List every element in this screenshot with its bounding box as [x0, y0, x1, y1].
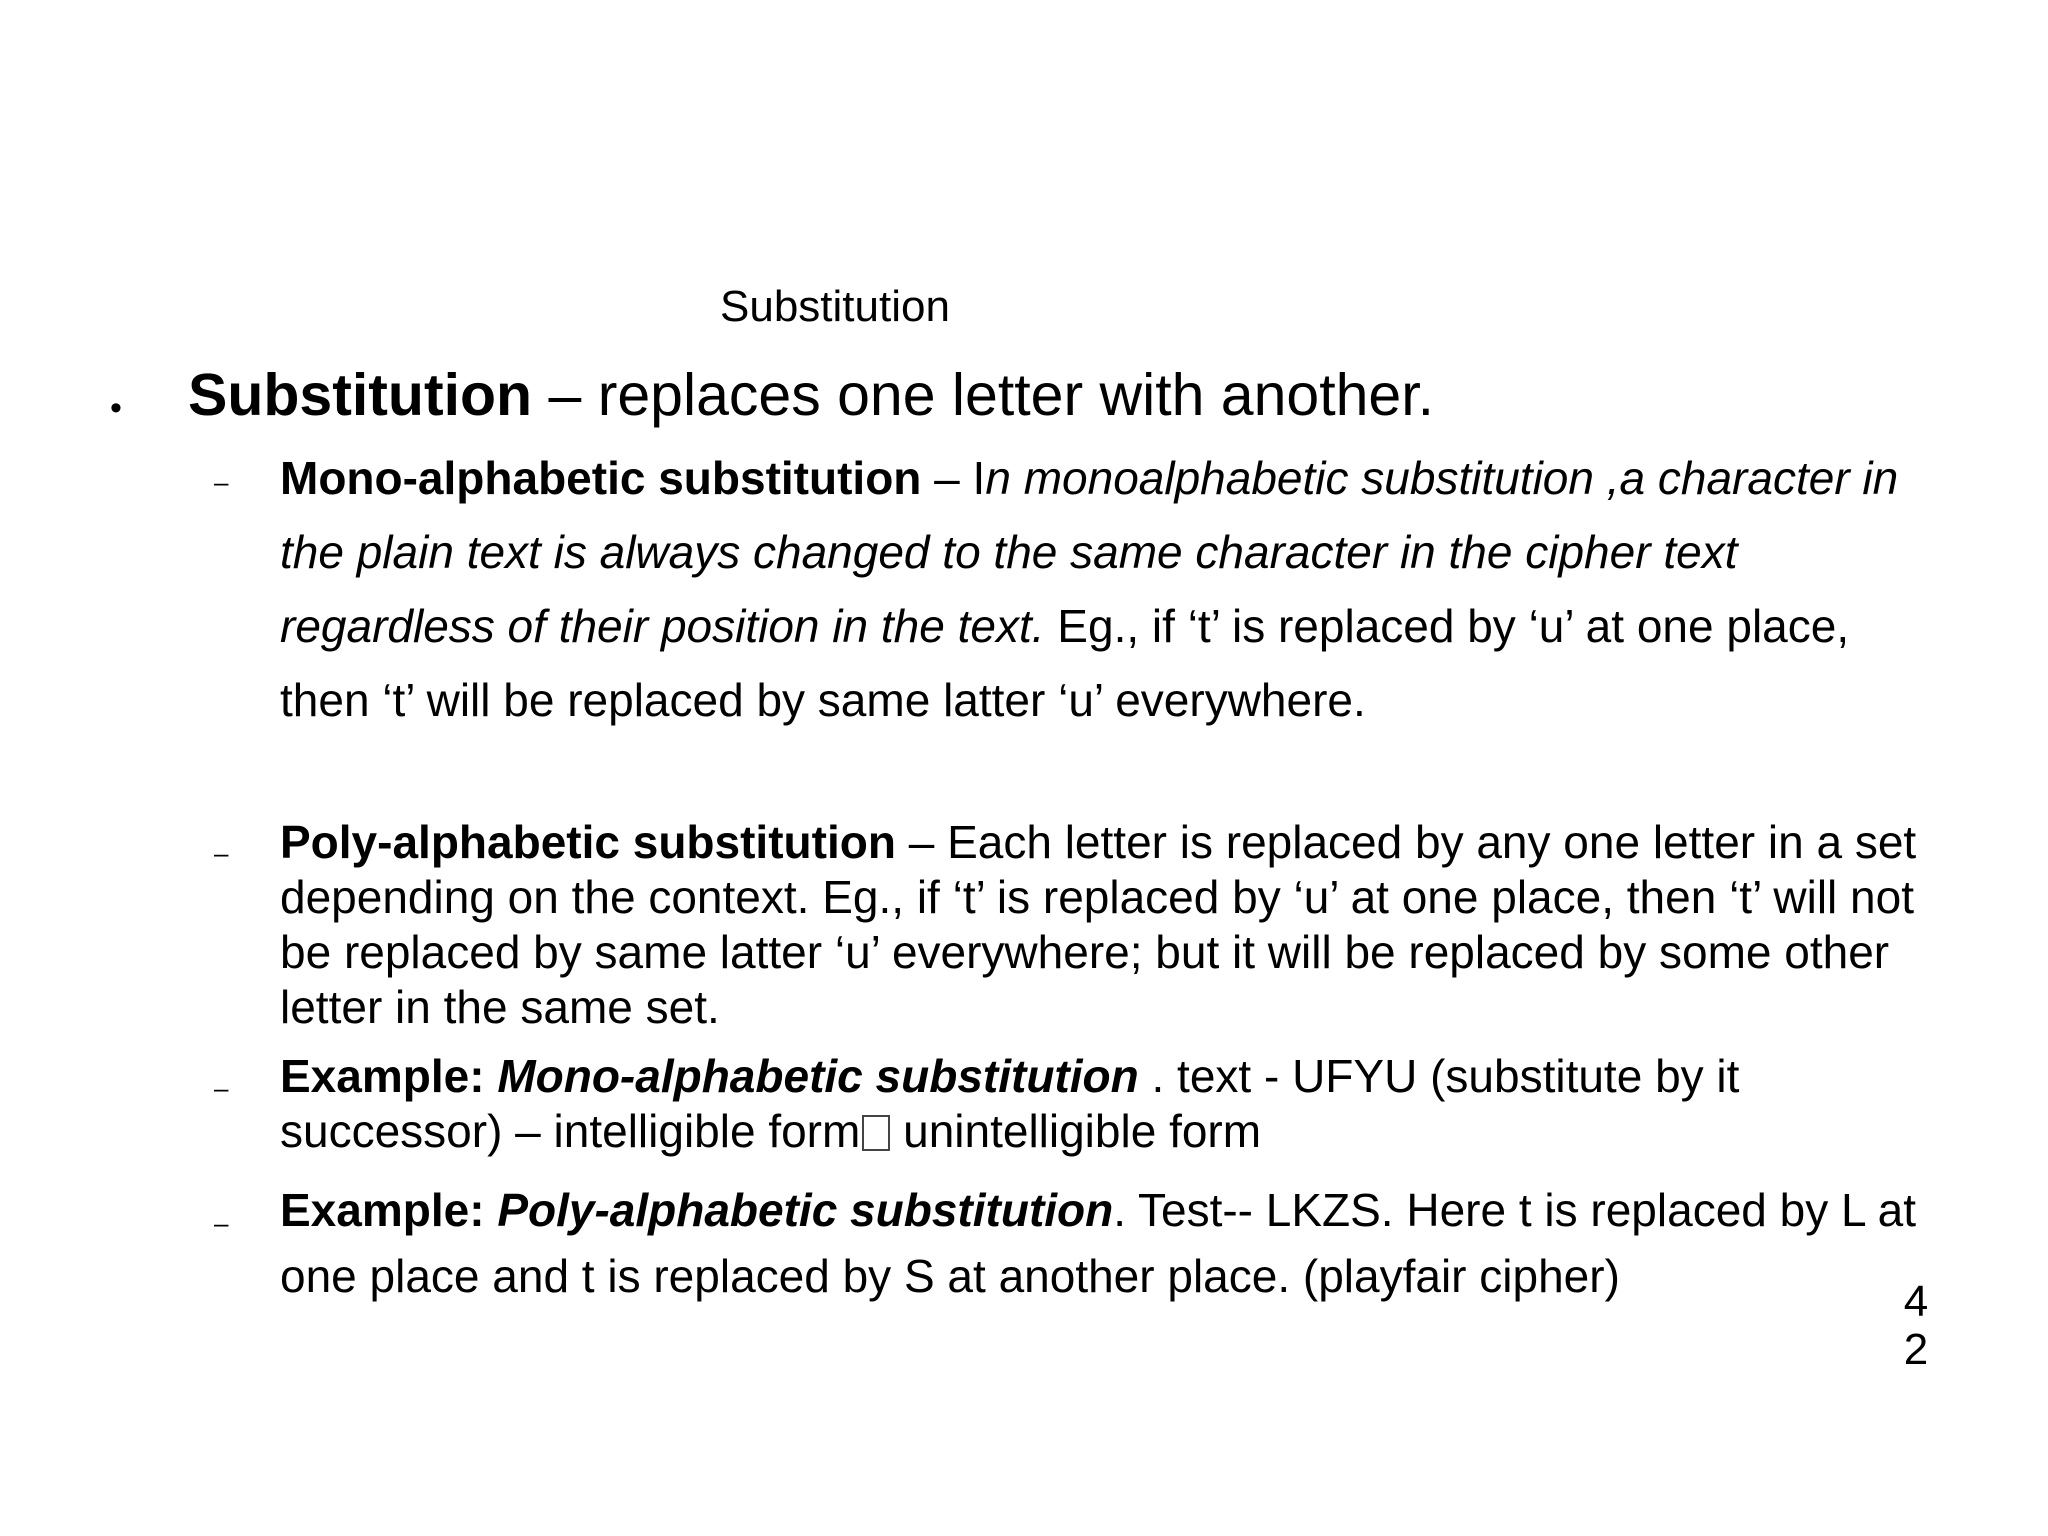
bullet-dot: •: [110, 389, 122, 427]
sub-item-example-poly: [280, 1177, 1920, 1309]
sub-item-italic-text: n monoalphabetic substitution ,a character in the plain text is always changed to the same character in the cipher text regardless of their position in the text.: [280, 452, 1899, 652]
example-text: . Test-- LKZS. Here t is replaced by L at one place and t is replaced by S at another place. (playfair cipher): [280, 1184, 1917, 1302]
example-label: Example:: [280, 1184, 498, 1236]
sub-item-separator: – I: [921, 452, 986, 504]
sub-item-poly-alphabetic: [280, 815, 1940, 1035]
missing-glyph-icon: [862, 1115, 890, 1151]
example-text-after-glyph: unintelligible form: [890, 1105, 1262, 1157]
main-bullet: [188, 358, 1948, 432]
sub-item-example-mono: [280, 1049, 1940, 1159]
sub-bullet-dash: –: [214, 467, 229, 497]
sub-item-text: Eg., if ‘t’ is replaced by ‘u’ at one place, then ‘t’ will be replaced by same latter ‘u’ everywhere.: [280, 600, 1850, 726]
sub-bullet-dash: –: [214, 1073, 229, 1103]
page-number: [1896, 1278, 1936, 1374]
page-number-digit: 4: [1903, 1277, 1929, 1326]
example-term: Mono-alphabetic substitution: [497, 1050, 1139, 1102]
main-bullet-text: – replaces one letter with another.: [532, 362, 1435, 428]
main-bullet-term: Substitution: [188, 362, 533, 428]
example-label: Example:: [280, 1050, 498, 1102]
sub-item-mono-alphabetic: [280, 441, 1940, 737]
sub-item-text: – Each letter is replaced by any one letter in a set depending on the context. Eg., if ‘t’ is replaced by ‘u’ at one place, then ‘t’ will not be replaced by same latter ‘u’ everywhere; but it will be replaced by some other letter in the same set.: [280, 816, 1917, 1033]
sub-bullet-dash: –: [214, 838, 229, 868]
slide-title: Substitution: [720, 282, 950, 331]
sub-item-term: Mono-alphabetic substitution: [280, 452, 922, 504]
page-number-digit: 2: [1903, 1325, 1929, 1374]
example-text: . text - UFYU (substitute by it successor) – intelligible form: [280, 1050, 1740, 1157]
sub-item-term: Poly-alphabetic substitution: [280, 816, 896, 868]
sub-bullet-dash: –: [214, 1208, 229, 1238]
example-term: Poly-alphabetic substitution: [497, 1184, 1114, 1236]
